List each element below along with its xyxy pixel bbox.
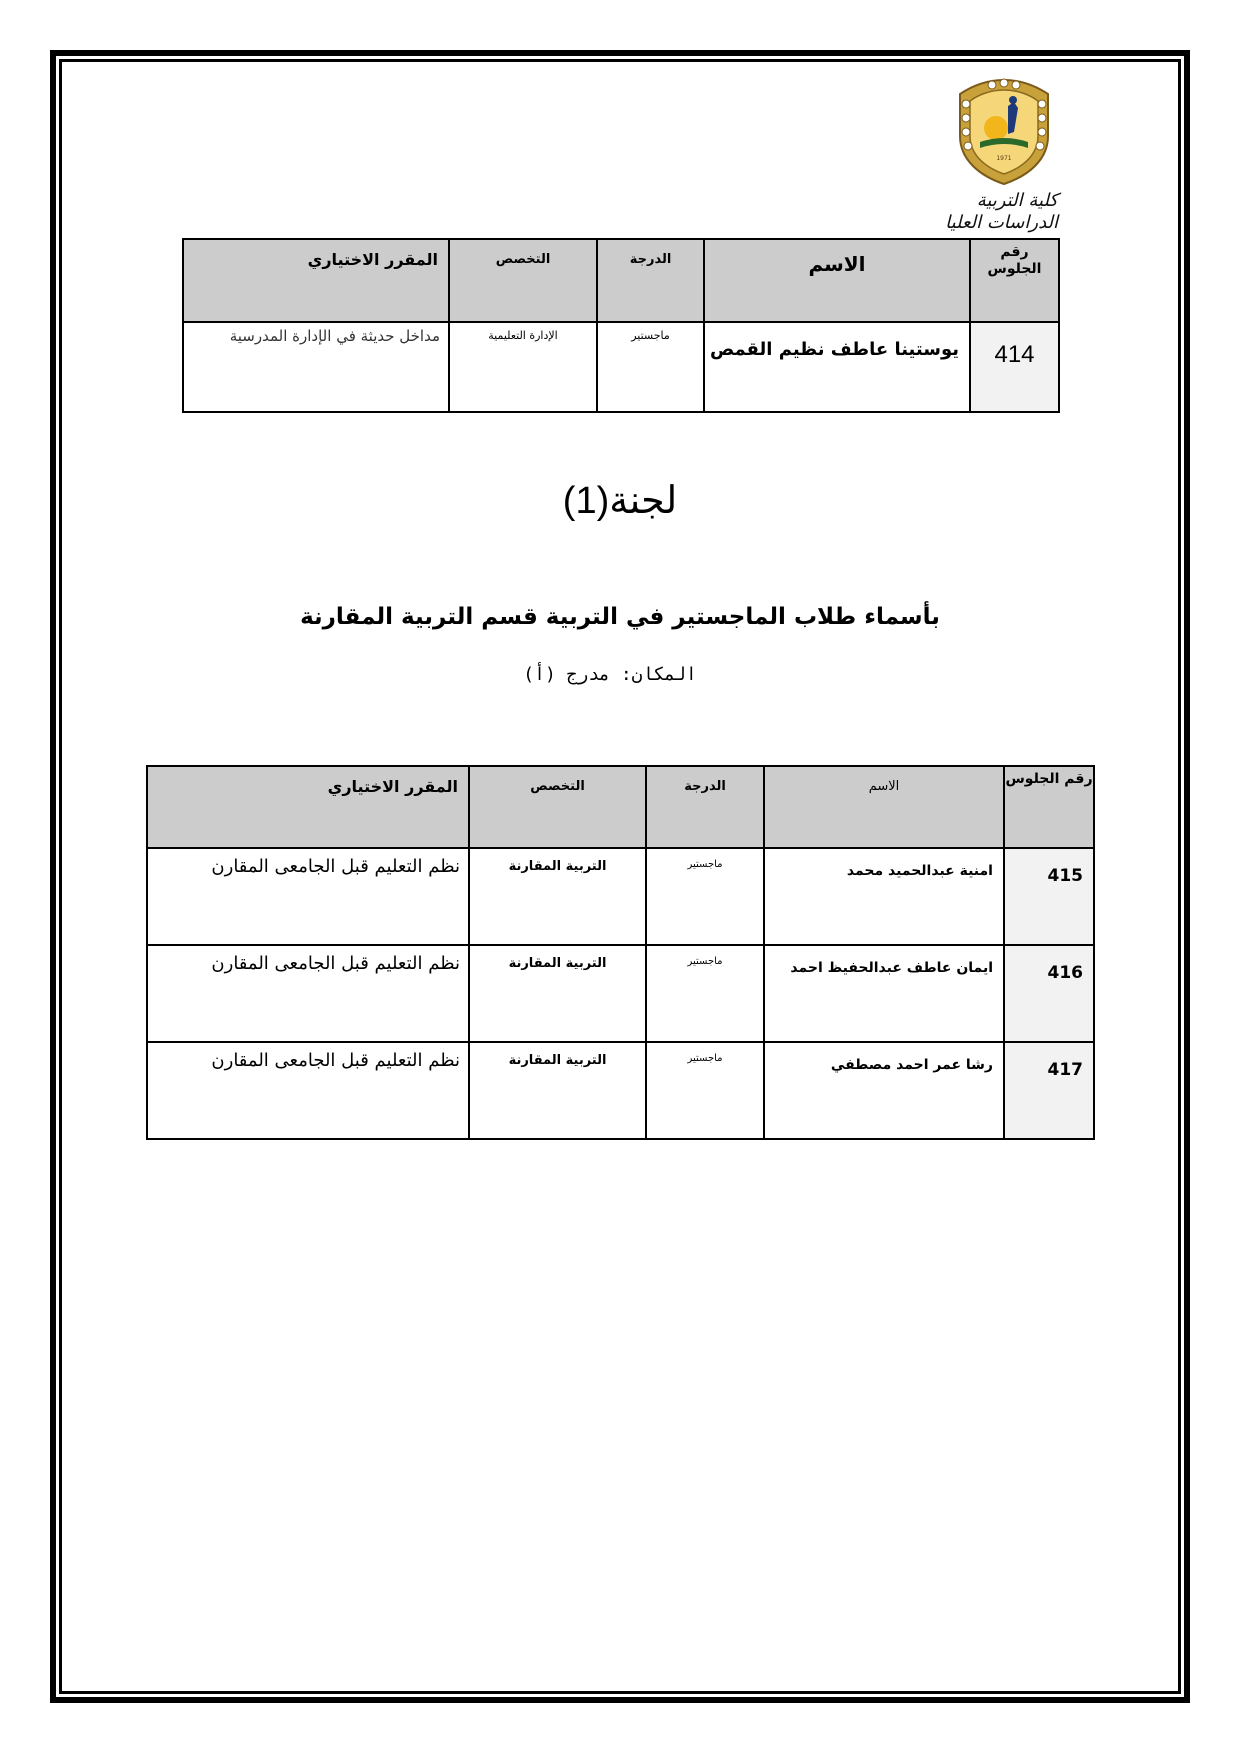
table-row	[183, 322, 1059, 412]
degree: ماجستير	[597, 322, 704, 412]
col-name-header: الاسم	[764, 766, 1004, 848]
col-name-header: الاسم	[704, 239, 970, 322]
student-table-1	[182, 238, 1060, 413]
elective-course: نظم التعليم قبل الجامعى المقارن	[147, 945, 469, 1042]
col-course-header: المقرر الاختياري	[183, 239, 449, 322]
major: الإدارة التعليمية	[449, 322, 597, 412]
seat-number: 416	[1004, 945, 1094, 1042]
col-major-header: التخصص	[469, 766, 646, 848]
degree: ماجستير	[646, 1042, 764, 1139]
col-degree-header: الدرجة	[646, 766, 764, 848]
table-row	[147, 945, 1094, 1042]
faculty-name: كلية التربية	[976, 190, 1058, 211]
seat-number: 417	[1004, 1042, 1094, 1139]
student-name: ايمان عاطف عبدالحفيظ احمد	[764, 945, 1004, 1042]
col-degree-header: الدرجة	[597, 239, 704, 322]
logo-year: 1971	[996, 155, 1012, 162]
seat-number: 415	[1004, 848, 1094, 945]
degree: ماجستير	[646, 848, 764, 945]
major: التربية المقارنة	[469, 1042, 646, 1139]
col-course-header: المقرر الاختياري	[147, 766, 469, 848]
elective-course: مداخل حديثة في الإدارة المدرسية	[183, 322, 449, 412]
major: التربية المقارنة	[469, 848, 646, 945]
student-name: امنية عبدالحميد محمد	[764, 848, 1004, 945]
department-name: الدراسات العليا	[945, 212, 1058, 233]
table-row	[147, 848, 1094, 945]
elective-course: نظم التعليم قبل الجامعى المقارن	[147, 848, 469, 945]
student-name: يوستينا عاطف نظيم القمص	[704, 322, 970, 412]
student-name: رشا عمر احمد مصطفي	[764, 1042, 1004, 1139]
degree: ماجستير	[646, 945, 764, 1042]
table-row	[147, 1042, 1094, 1139]
table-header-row	[183, 239, 1059, 322]
major: التربية المقارنة	[469, 945, 646, 1042]
col-major-header: التخصص	[449, 239, 597, 322]
committee-subtitle: بأسماء طلاب الماجستير في التربية قسم التربية المقارنة	[300, 604, 940, 630]
student-table-2	[146, 765, 1095, 1140]
seat-number: 414	[970, 322, 1059, 412]
header-text	[758, 190, 1058, 234]
table-header-row	[147, 766, 1094, 848]
col-seat-header: رقم الجلوس	[1004, 766, 1094, 848]
committee-location: المكان: مدرج (أ)	[523, 664, 697, 685]
elective-course: نظم التعليم قبل الجامعى المقارن	[147, 1042, 469, 1139]
col-seat-header: رقم الجلوس	[970, 239, 1059, 322]
committee-title: لجنة(1)	[562, 480, 678, 522]
faculty-logo-icon	[952, 76, 1056, 188]
